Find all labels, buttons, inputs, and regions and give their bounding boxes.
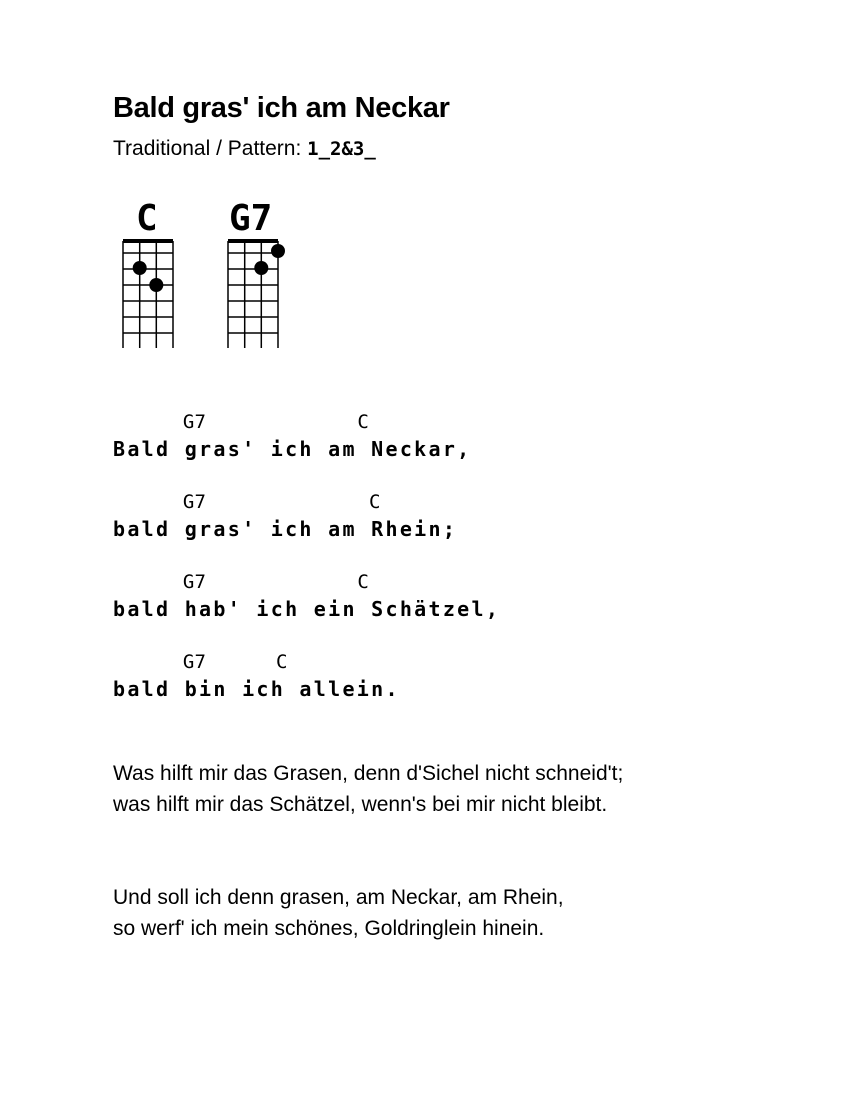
verse-line: was hilft mir das Schätzel, wenn's bei mir nicht bleibt. — [113, 793, 608, 816]
subtitle-prefix: Traditional / Pattern: — [113, 137, 308, 160]
chord-line: G7 C — [113, 571, 370, 593]
lyric-line: bald bin ich allein. — [113, 677, 400, 701]
finger-dot — [271, 244, 285, 258]
lyric-line: bald hab' ich ein Schätzel, — [113, 597, 501, 621]
lyric-line: Bald gras' ich am Neckar, — [113, 437, 472, 461]
song-title: Bald gras' ich am Neckar — [113, 92, 450, 124]
song-subtitle — [113, 137, 376, 161]
chord-line: G7 C — [113, 651, 288, 673]
finger-dot — [149, 278, 163, 292]
chord-diagram-name: C — [136, 198, 158, 239]
verse-line: Was hilft mir das Grasen, denn d'Sichel nicht schneid't; — [113, 762, 624, 785]
finger-dot — [254, 261, 268, 275]
strum-pattern: 1_2&3_ — [307, 138, 376, 160]
chord-grid-c — [115, 234, 185, 354]
lyric-line: bald gras' ich am Rhein; — [113, 517, 458, 541]
verse-3 — [113, 882, 564, 944]
chord-grid-g7 — [220, 234, 290, 354]
chord-line: G7 C — [113, 411, 370, 433]
finger-dot — [133, 261, 147, 275]
verse-line: so werf' ich mein schönes, Goldringlein hinein. — [113, 917, 545, 940]
verse-line: Und soll ich denn grasen, am Neckar, am Rhein, — [113, 886, 564, 909]
verse-2 — [113, 758, 623, 820]
chord-line: G7 C — [113, 491, 381, 513]
chord-diagram-name: G7 — [229, 198, 273, 239]
